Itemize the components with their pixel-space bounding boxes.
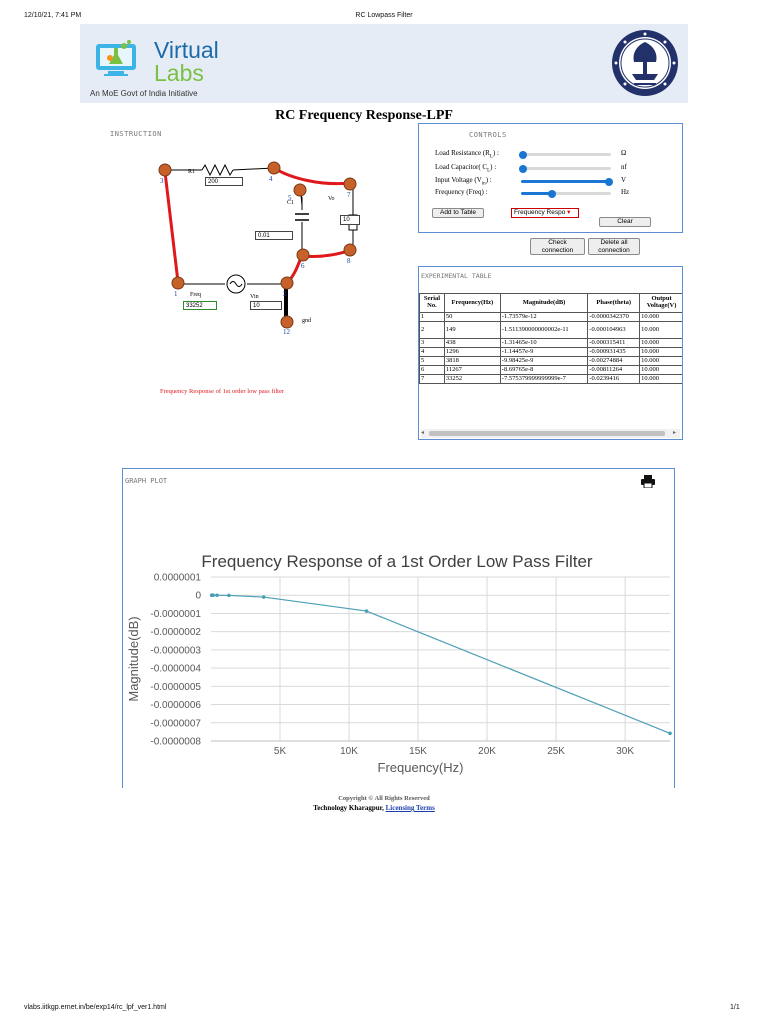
y-tick-label: -0.0000008 [150,736,201,748]
control-label-text: Load Resistance (R [435,149,490,157]
instruction-link[interactable]: INSTRUCTION [110,130,162,138]
control-slider-fill [521,180,609,183]
node-label-3: 3 [160,177,164,185]
data-point [227,594,231,598]
control-label [435,149,499,159]
table-cell: -8.69765e-8 [500,366,588,375]
y-tick-label: 0 [195,590,201,602]
node-2-icon [281,277,293,289]
vo-label: Vo [328,196,335,202]
table-cell: 10.000 [640,313,683,322]
add-to-table-button[interactable]: Add to Table [432,208,484,218]
y-tick-label: 0.0000001 [153,572,201,584]
control-slider-thumb[interactable] [548,190,556,198]
banner-tagline: An MoE Govt of India Initiative [90,89,198,98]
x-tick-label: 5K [273,746,287,757]
node-label-2: 2 [283,290,287,298]
node-6-icon [297,249,309,261]
control-unit: Ω [621,149,627,157]
table-cell: 149 [444,322,500,339]
table-cell: -7.575379999999999e-7 [500,375,588,384]
y-tick-label: -0.0000006 [150,700,201,712]
table-cell: -0.0239416 [588,375,640,384]
table-cell: 10.000 [640,357,683,366]
scroll-left-arrow-icon[interactable]: ◂ [421,430,425,436]
footer-institute [0,804,748,812]
delete-all-connection-button[interactable]: Delete all connection [588,238,640,255]
table-cell: -0.00811264 [588,366,640,375]
table-cell: 3818 [444,357,500,366]
control-slider-thumb[interactable] [519,151,527,159]
controls-panel [418,123,683,233]
capacitor-c1-icon [295,214,309,220]
node-label-12: 12 [283,328,290,336]
page-title: RC Frequency Response-LPF [275,108,453,123]
control-label-text: Input Voltage (V [435,176,482,184]
wire-4-7 [274,168,350,184]
data-point [211,593,215,597]
table-header-cell: Phase(theta) [588,294,640,313]
data-point [365,609,369,613]
freq-label: Freq [190,292,201,298]
experimental-table-panel [418,266,683,440]
control-label [435,176,492,186]
data-point [668,732,672,736]
x-axis-title: Frequency(Hz) [377,760,464,775]
data-point [215,593,219,597]
control-slider-thumb[interactable] [519,165,527,173]
table-cell: -1.14457e-9 [500,348,588,357]
table-cell: -1.511390000000002e-11 [500,322,588,339]
table-cell: 10.000 [640,375,683,384]
x-tick-label: 25K [547,746,565,757]
print-page-number: 1/1 [730,1004,740,1011]
table-cell: -0.000931435 [588,348,640,357]
controls-title: CONTROLS [469,131,507,139]
node-label-7: 7 [347,191,351,199]
table-cell: 10.000 [640,366,683,375]
scroll-right-arrow-icon[interactable]: ▸ [673,430,677,436]
table-cell: 3 [420,339,445,348]
node-7-icon [344,178,356,190]
table-cell: -1.73579e-12 [500,313,588,322]
chart-title: Frequency Response of a 1st Order Low Pass Filter [201,552,593,571]
virtual-labs-logo-icon [94,38,142,85]
table-header-cell: Serial No. [420,294,445,313]
table-cell: 1296 [444,348,500,357]
control-label-subscript: L [487,168,491,174]
table-row [420,322,684,339]
table-cell: 5 [420,357,445,366]
circuit-diagram [150,150,370,340]
graph-type-select[interactable] [511,208,579,218]
check-connection-button[interactable]: Check connection [530,238,585,255]
table-cell: 2 [420,322,445,339]
frequency-response-chart [123,469,676,789]
wire-3-1 [165,172,178,282]
control-label-subscript: L [489,154,493,160]
vin-label: Vin [250,294,259,300]
table-cell: -0.00274884 [588,357,640,366]
r1-label: R1 [188,169,196,175]
y-tick-label: -0.0000007 [150,718,201,730]
control-slider[interactable] [521,180,611,183]
scrollbar-thumb[interactable] [429,431,665,436]
table-header-cell: Magnitude(dB) [500,294,588,313]
table-cell: 1 [420,313,445,322]
node-8-icon [344,244,356,256]
node-label-8: 8 [347,257,351,265]
control-label-tail: ) : [492,149,499,157]
node-5-icon [294,184,306,196]
node-4-icon [268,162,280,174]
table-row [420,348,684,357]
table-cell: 10.000 [640,322,683,339]
node-label-6: 6 [301,262,305,270]
table-header-cell: Output Voltage(V) [640,294,683,313]
print-url: vlabs.iitkgp.ernet.in/be/exp14/rc_lpf_ver1.html [24,1004,167,1011]
circuit-caption: Frequency Response of 1st order low pass filter [160,388,285,395]
table-cell: -0.0000342370 [588,313,640,322]
y-tick-label: -0.0000001 [150,608,201,620]
licensing-terms-link[interactable]: Licensing Terms [385,804,435,812]
control-slider-thumb[interactable] [605,178,613,186]
table-cell: 50 [444,313,500,322]
y-tick-label: -0.0000003 [150,645,201,657]
control-slider[interactable] [521,167,611,170]
table-cell: 10.000 [640,348,683,357]
node-label-5: 5 [288,194,292,202]
control-label-tail: ) : [485,176,492,184]
x-tick-label: 30K [616,746,635,757]
table-header-cell: Frequency(Hz) [444,294,500,313]
y-axis-title: Magnitude(dB) [126,616,141,702]
iit-kharagpur-seal-icon [610,28,680,103]
x-tick-label: 10K [340,746,358,757]
node-1-icon [172,277,184,289]
control-label-subscript: in [481,181,486,187]
table-cell: 33252 [444,375,500,384]
table-cell: -1.31465e-10 [500,339,588,348]
c1-value-field[interactable]: 0.01 [255,231,293,240]
node-label-4: 4 [269,175,273,183]
freq-value-field[interactable]: 33252 [183,301,217,310]
experimental-table [419,293,683,384]
table-cell: 6 [420,366,445,375]
table-cell: -0.000315411 [588,339,640,348]
table-cell: 438 [444,339,500,348]
table-horizontal-scrollbar[interactable] [421,429,680,438]
clear-button[interactable]: Clear [599,217,651,227]
vin-value-field[interactable]: 10 [250,301,282,310]
graph-plot-panel [122,468,675,788]
table-row [420,357,684,366]
graph-plot-label: GRAPH PLOT [125,477,168,485]
table-cell: 11267 [444,366,500,375]
table-row [420,339,684,348]
x-tick-label: 20K [478,746,496,757]
control-unit: Hz [621,188,630,196]
data-point [262,595,266,599]
gnd-label: gnd [302,318,311,324]
x-tick-label: 15K [409,746,427,757]
control-unit: V [621,176,627,184]
y-tick-label: -0.0000004 [150,663,201,675]
table-row [420,375,684,384]
table-title: EXPERIMENTAL TABLE [421,272,492,280]
resistor-r1-icon [202,165,233,175]
footer-institute-text: Technology Kharagpur, [313,804,384,812]
table-row [420,313,684,322]
control-slider[interactable] [521,192,611,195]
control-label [435,188,487,198]
control-label-text: Load Capacitor( C [435,163,488,171]
control-slider[interactable] [521,153,611,156]
print-doc-title: RC Lowpass Filter [355,12,413,19]
node-label-1: 1 [174,290,178,298]
control-label-text: Frequency (Freq) : [435,188,488,196]
header-banner [80,24,688,103]
table-cell: 10.000 [640,339,683,348]
c1-label: C1 [287,200,295,206]
control-label [435,163,496,173]
chevron-down-icon: ▾ [565,209,571,216]
control-unit: nf [621,163,627,171]
logo-text-labs: Labs [154,60,204,86]
r1-value-field[interactable]: 200 [205,177,243,186]
graph-type-select-value: Frequency Respo [514,209,566,216]
print-datetime: 12/10/21, 7:41 PM [24,12,82,19]
control-label-tail: ) : [490,163,497,171]
node-3-icon [159,164,171,176]
node-12-icon [281,316,293,328]
logo-text-virtual: Virtual [154,37,219,63]
table-cell: 4 [420,348,445,357]
table-cell: -0.000104963 [588,322,640,339]
y-tick-label: -0.0000002 [150,627,201,639]
table-cell: 7 [420,375,445,384]
table-cell: -9.98425e-9 [500,357,588,366]
footer-copyright: Copyright © All Rights Reserved [338,795,430,802]
vo-value-field[interactable]: 10 [340,215,360,225]
table-row [420,366,684,375]
y-tick-label: -0.0000005 [150,681,201,693]
